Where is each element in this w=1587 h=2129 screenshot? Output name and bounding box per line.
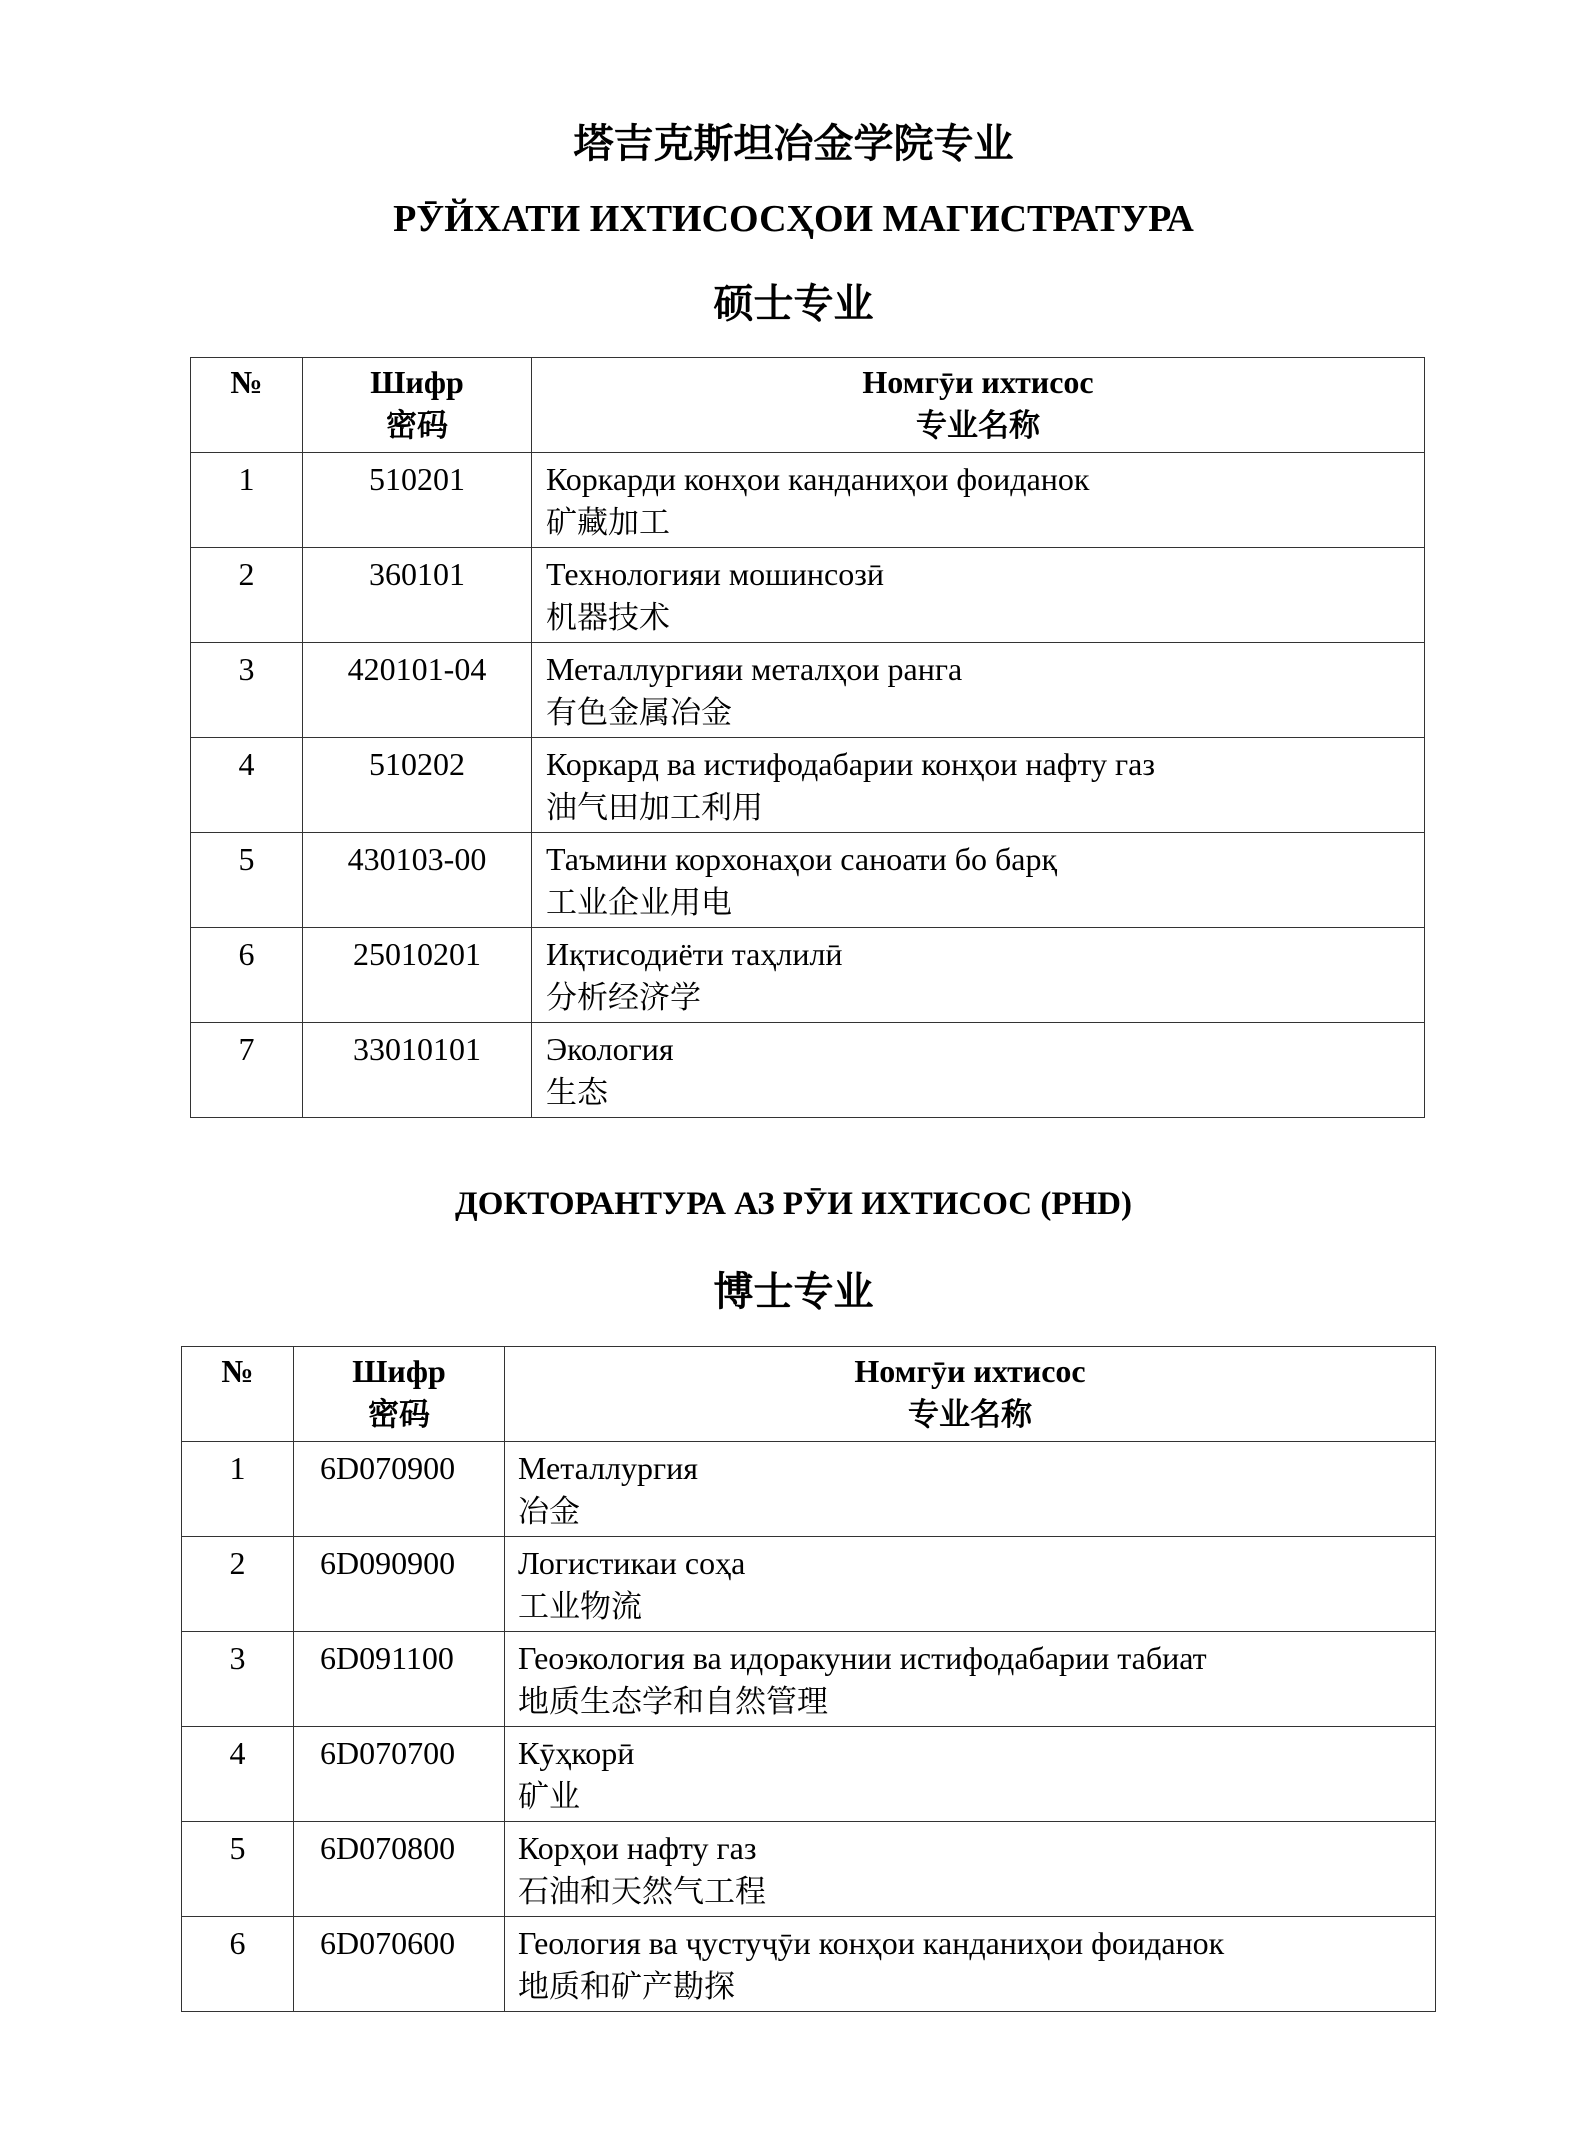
table-row	[191, 453, 1425, 548]
row-number: 6	[182, 1917, 294, 2012]
specialty-code: 6D091100	[294, 1632, 505, 1727]
specialty-code: 360101	[303, 548, 532, 643]
phd-section-title: ДОКТОРАНТУРА АЗ РӮИ ИХТИСОС (PHD)	[455, 1186, 1132, 1222]
specialty-code: 510201	[303, 453, 532, 548]
specialty-code: 420101-04	[303, 643, 532, 738]
specialty-name: Металлургия 冶金	[505, 1442, 1436, 1537]
row-number: 3	[191, 643, 303, 738]
specialty-name: Иқтисодиёти таҳлилӣ 分析经济学	[532, 928, 1425, 1023]
table-row	[182, 1822, 1436, 1917]
specialty-code: 33010101	[303, 1023, 532, 1118]
specialty-code: 430103-00	[303, 833, 532, 928]
specialty-code: 6D070800	[294, 1822, 505, 1917]
specialty-name: Коркард ва истифодабарии конҳои нафту газ 油气田加工利用	[532, 738, 1425, 833]
phd-specialties-table	[181, 1346, 1436, 2012]
table-row	[191, 548, 1425, 643]
table-row	[191, 738, 1425, 833]
specialty-name: Экология 生态	[532, 1023, 1425, 1118]
table-row	[191, 643, 1425, 738]
document-title-chinese: 塔吉克斯坦冶金学院专业	[573, 121, 1014, 167]
column-header-code: Шифр 密码	[303, 358, 532, 453]
master-specialties-table	[190, 357, 1425, 1118]
row-number: 5	[191, 833, 303, 928]
specialty-code: 510202	[303, 738, 532, 833]
specialty-name: Металлургияи металҳои ранга 有色金属冶金	[532, 643, 1425, 738]
specialty-name: Геология ва ҷустуҷӯи конҳои канданиҳои фоиданок 地质和矿产勘探	[505, 1917, 1436, 2012]
table-row	[191, 833, 1425, 928]
specialty-name: Технологияи мошинсозӣ 机器技术	[532, 548, 1425, 643]
table-row	[191, 1023, 1425, 1118]
row-number: 7	[191, 1023, 303, 1118]
column-header-name: Номгӯи ихтисос 专业名称	[532, 358, 1425, 453]
table-header-row	[191, 358, 1425, 453]
column-header-name: Номгӯи ихтисос 专业名称	[505, 1347, 1436, 1442]
table-row	[191, 928, 1425, 1023]
master-section-title-chinese: 硕士专业	[713, 281, 874, 327]
specialty-name: Кӯҳкорӣ 矿业	[505, 1727, 1436, 1822]
specialty-name: Таъмини корхонаҳои саноати бо барқ 工业企业用电	[532, 833, 1425, 928]
row-number: 4	[191, 738, 303, 833]
specialty-code: 25010201	[303, 928, 532, 1023]
row-number: 2	[182, 1537, 294, 1632]
specialty-name: Геоэкология ва идоракунии истифодабарии табиат 地质生态学和自然管理	[505, 1632, 1436, 1727]
row-number: 4	[182, 1727, 294, 1822]
row-number: 2	[191, 548, 303, 643]
row-number: 5	[182, 1822, 294, 1917]
row-number: 1	[182, 1442, 294, 1537]
column-header-number: №	[191, 358, 303, 453]
specialty-name: Коркарди конҳои канданиҳои фоиданок 矿藏加工	[532, 453, 1425, 548]
column-header-number: №	[182, 1347, 294, 1442]
table-row	[182, 1727, 1436, 1822]
specialty-code: 6D070600	[294, 1917, 505, 2012]
specialty-code: 6D070900	[294, 1442, 505, 1537]
table-row	[182, 1442, 1436, 1537]
specialty-code: 6D090900	[294, 1537, 505, 1632]
specialty-name: Корҳои нафту газ 石油和天然气工程	[505, 1822, 1436, 1917]
column-header-code: Шифр 密码	[294, 1347, 505, 1442]
row-number: 3	[182, 1632, 294, 1727]
row-number: 1	[191, 453, 303, 548]
row-number: 6	[191, 928, 303, 1023]
master-section-title: РӮЙХАТИ ИХТИСОСҲОИ МАГИСТРАТУРА	[393, 198, 1194, 240]
phd-section-title-chinese: 博士专业	[713, 1269, 874, 1315]
table-row	[182, 1632, 1436, 1727]
table-row	[182, 1917, 1436, 2012]
specialty-code: 6D070700	[294, 1727, 505, 1822]
table-header-row	[182, 1347, 1436, 1442]
table-row	[182, 1537, 1436, 1632]
specialty-name: Логистикаи соҳа 工业物流	[505, 1537, 1436, 1632]
